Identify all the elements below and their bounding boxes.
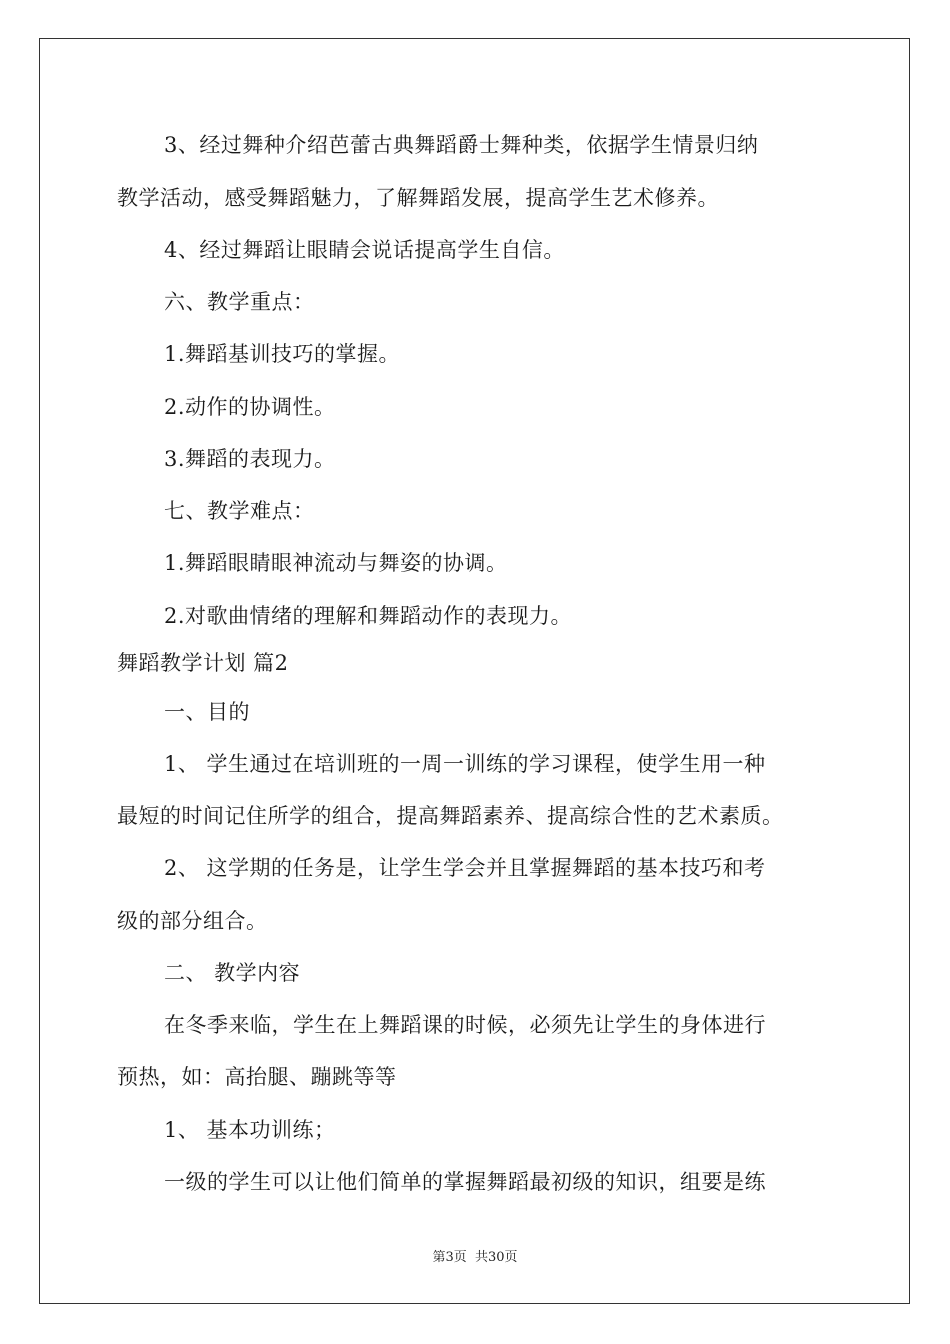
list-item: 1.舞蹈眼睛眼神流动与舞姿的协调。: [164, 551, 508, 575]
page-total: 共30页: [474, 1250, 518, 1265]
paragraph-line: 2、 这学期的任务是，让学生学会并且掌握舞蹈的基本技巧和考: [164, 856, 766, 880]
section-heading: 二、 教学内容: [164, 961, 301, 985]
section-heading: 一、目的: [164, 700, 250, 724]
paragraph-line: 1、 基本功训练；: [164, 1118, 336, 1142]
paragraph-line: 4、经过舞蹈让眼睛会说话提高学生自信。: [164, 238, 565, 262]
list-item: 1.舞蹈基训技巧的掌握。: [164, 342, 401, 366]
paragraph-line: 3、经过舞种介绍芭蕾古典舞蹈爵士舞种类，依据学生情景归纳: [164, 133, 759, 157]
paragraph-line: 预热，如：高抬腿、蹦跳等等: [117, 1065, 397, 1089]
list-item: 2.对歌曲情绪的理解和舞蹈动作的表现力。: [164, 604, 573, 628]
paragraph-line: 1、 学生通过在培训班的一周一训练的学习课程，使学生用一种: [164, 752, 766, 776]
page-number: 第3页: [432, 1250, 467, 1265]
paragraph-line: 在冬季来临，学生在上舞蹈课的时候，必须先让学生的身体进行: [164, 1013, 766, 1037]
paragraph-line: 级的部分组合。: [117, 909, 268, 933]
section-heading: 六、教学重点：: [164, 290, 315, 314]
section-heading: 七、教学难点：: [164, 499, 315, 523]
chapter-title: 舞蹈教学计划 篇2: [117, 651, 289, 675]
paragraph-line: 一级的学生可以让他们简单的掌握舞蹈最初级的知识，组要是练: [164, 1170, 766, 1194]
paragraph-line: 教学活动，感受舞蹈魅力，了解舞蹈发展，提高学生艺术修养。: [117, 186, 719, 210]
list-item: 2.动作的协调性。: [164, 395, 336, 419]
paragraph-line: 最短的时间记住所学的组合，提高舞蹈素养、提高综合性的艺术素质。: [117, 804, 784, 828]
list-item: 3.舞蹈的表现力。: [164, 447, 336, 471]
page-footer: [0, 1246, 950, 1265]
